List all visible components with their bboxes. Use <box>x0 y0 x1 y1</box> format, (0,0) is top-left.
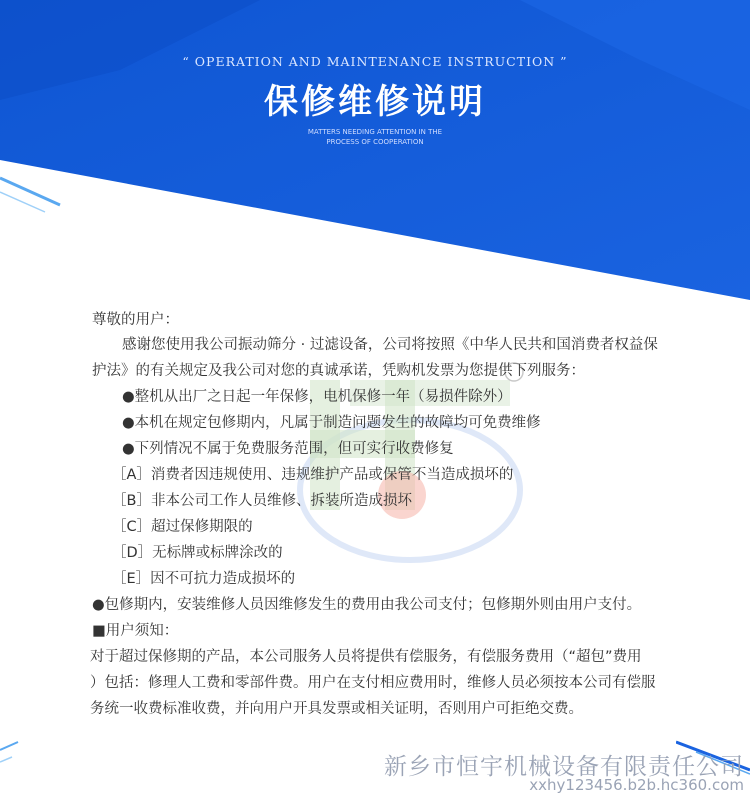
case-e: ［E］因不可抗力造成损坏的 <box>112 571 296 587</box>
case-c: ［C］超过保修期限的 <box>112 519 253 535</box>
header-subtitle-en: “ OPERATION AND MAINTENANCE INSTRUCTION ” <box>182 54 568 69</box>
notice-line-3: 务统一收费标准收费，并向用户开具发票或相关证明，否则用户可拒绝交费。 <box>90 701 583 717</box>
header-tagline <box>0 127 750 147</box>
bullet-3: ●下列情况不属于免费服务范围，但可实行收费修复 <box>122 441 454 457</box>
case-b: ［B］非本公司工作人员维修、拆装所造成损坏 <box>112 493 412 509</box>
intro-line-1: 感谢您使用我公司振动筛分 · 过滤设备，公司将按照《中华人民共和国消费者权益保 <box>122 337 658 353</box>
header-banner <box>0 0 750 330</box>
page-title: 保修维修说明 <box>264 82 486 122</box>
footer-url-watermark: xxhy123456.b2b.hc360.com <box>529 776 744 794</box>
notice-line-1: 对于超过保修期的产品，本公司服务人员将提供有偿服务，有偿服务费用（“超包”费用 <box>90 649 642 665</box>
bullet-2: ●本机在规定包修期内，凡属于制造问题发生的故障均可免费维修 <box>122 415 541 431</box>
greeting: 尊敬的用户： <box>92 312 179 328</box>
case-d: ［D］无标牌或标牌涂改的 <box>112 545 283 561</box>
case-a: ［A］消费者因违规使用、违规维护产品或保管不当造成损坏的 <box>112 467 514 483</box>
tagline-line-1: MATTERS NEEDING ATTENTION IN THE <box>307 128 443 136</box>
tagline-line-2: PROCESS OF COOPERATION <box>326 138 424 146</box>
notice-line-2: ）包括：修理人工费和零部件费。用户在支付相应费用时，维修人员必须按本公司有偿服 <box>90 675 656 691</box>
notice-heading: ■用户须知： <box>92 623 179 639</box>
warranty-note: ●包修期内，安装维修人员因维修发生的费用由我公司支付；包修期外则由用户支付。 <box>92 597 642 613</box>
bullet-1: ●整机从出厂之日起一年保修，电机保修一年（易损件除外） <box>122 389 512 405</box>
footer-company-watermark: 新乡市恒宇机械设备有限责任公司 <box>384 754 744 780</box>
bottom-left-streak <box>0 740 40 780</box>
intro-line-2: 护法》的有关规定及我公司对您的真诚承诺，凭购机发票为您提供下列服务： <box>92 363 585 379</box>
